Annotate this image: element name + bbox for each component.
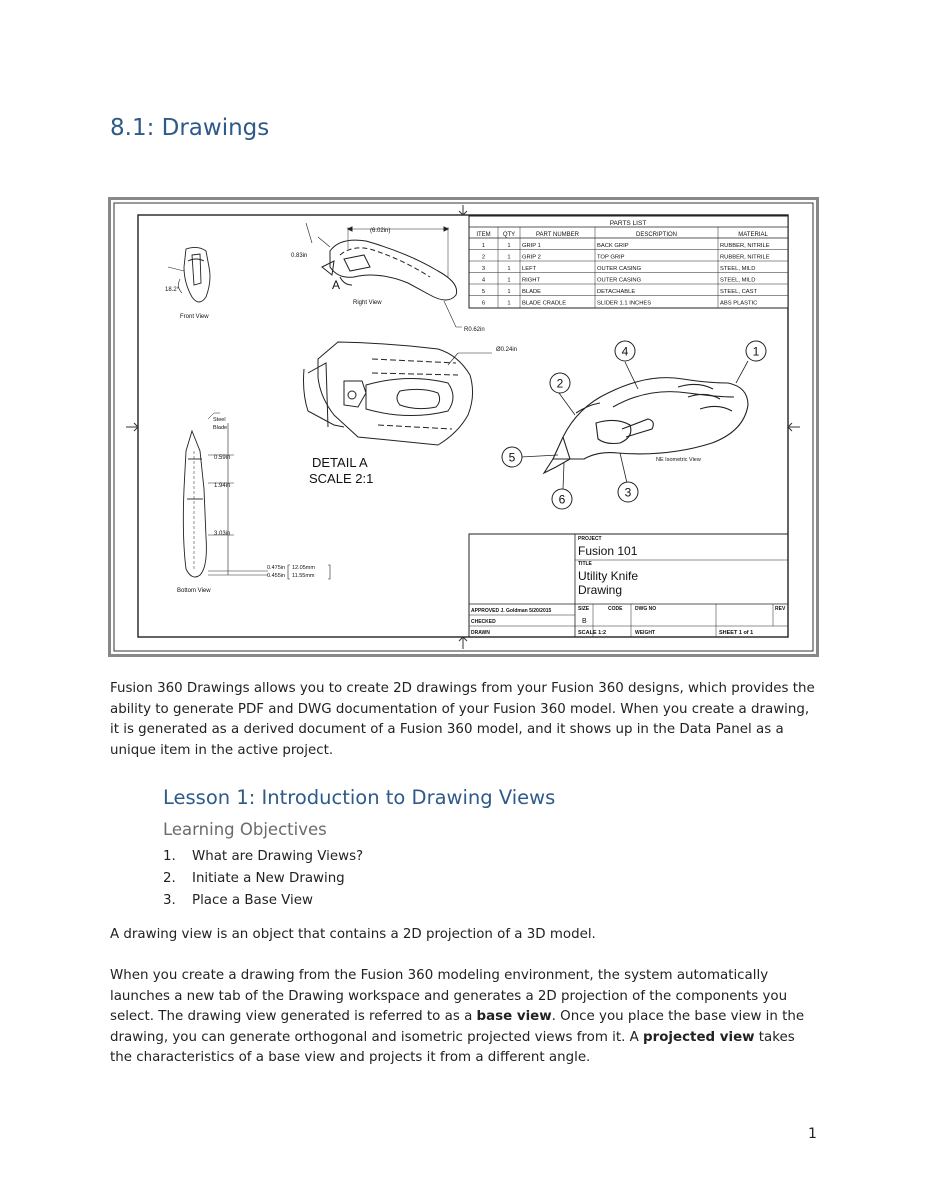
parts-list-cell: 1 [481, 243, 486, 249]
balloon-number: 5 [508, 450, 516, 465]
drawing-view-paragraph: A drawing view is an object that contains a 2D projection of a 3D model. [110, 927, 596, 942]
objectives-title: Learning Objectives [163, 820, 327, 839]
rev-label: REV [775, 606, 786, 612]
page-number: 1 [808, 1126, 817, 1142]
angle-dimension: 18.2° [165, 287, 180, 293]
lesson-title: Lesson 1: Introduction to Drawing Views [163, 786, 556, 809]
section-a-label: A [332, 278, 341, 292]
parts-list-cell: RIGHT [522, 277, 541, 284]
objective-item: 1. What are Drawing Views? [163, 849, 364, 864]
width-dim-1: 0.475in [267, 565, 286, 571]
parts-list-cell: 1 [507, 289, 511, 295]
parts-list-cell: GRIP 1 [522, 243, 541, 249]
parts-list-cell: BLADE CRADLE [522, 300, 567, 307]
parts-list-cell: STEEL, MILD [720, 266, 756, 272]
objective-item: 3. Place a Base View [163, 893, 313, 908]
parts-list-cell: 1 [507, 277, 511, 284]
parts-list-cell: ABS PLASTIC [720, 300, 758, 307]
parts-list-header: MATERIAL [738, 232, 768, 238]
code-label: CODE [608, 606, 623, 612]
objective-item: 2. Initiate a New Drawing [163, 871, 345, 886]
dimension-3: 3.03in [214, 531, 231, 537]
width-dim-2-mm: 11.55mm [292, 573, 315, 579]
drawn-field: DRAWN [471, 630, 490, 636]
diameter-dimension: Ø0.24in [496, 347, 518, 353]
parts-list-cell: 1 [507, 254, 511, 261]
steel-label-1: Steel [213, 417, 226, 423]
width-dim-1-mm: 12.05mm [292, 565, 315, 571]
project-name: Fusion 101 [578, 544, 638, 558]
bottom-view-label: Bottom View [177, 588, 211, 594]
parts-list-header: DESCRIPTION [635, 232, 678, 238]
projected-view-term: projected view [643, 1029, 755, 1045]
dimension-1: 0.59in [214, 455, 231, 461]
size-value: B [582, 618, 587, 625]
checked-field: CHECKED [471, 619, 496, 625]
parts-list-cell: OUTER CASING [597, 266, 642, 272]
parts-list-cell: 6 [481, 300, 486, 307]
project-label: PROJECT [578, 536, 602, 542]
right-view-label: Right View [353, 300, 382, 306]
dwg-no-label: DWG NO [635, 606, 657, 612]
size-label: SIZE [578, 606, 590, 612]
parts-list-table [469, 216, 788, 308]
parts-list-cell: BLADE [522, 289, 542, 295]
parts-list-cell: GRIP 2 [522, 254, 541, 261]
parts-list-header: PART NUMBER [535, 232, 580, 238]
balloon-number: 4 [621, 344, 629, 359]
detail-scale: SCALE 2:1 [309, 471, 374, 486]
front-view-label: Front View [180, 314, 209, 320]
parts-list-cell: BACK GRIP [597, 243, 629, 249]
parts-list-cell: DETACHABLE [597, 289, 636, 295]
parts-list-cell: 3 [481, 266, 486, 272]
parts-list-title: PARTS LIST [609, 220, 647, 227]
steel-label-2: Blade [213, 425, 228, 431]
title-label: TITLE [578, 561, 592, 567]
isometric-view-label: NE Isometric View [656, 457, 701, 463]
engineering-drawing [108, 197, 819, 657]
parts-list-cell: 1 [507, 243, 511, 249]
drawing-title-2: Drawing [578, 583, 623, 597]
parts-list-cell: 1 [507, 300, 511, 307]
parts-list-cell: 2 [481, 254, 486, 261]
dimension-2: 1.94in [214, 483, 231, 489]
length-dimension: (6.02in) [370, 228, 391, 234]
parts-list-cell: 1 [507, 266, 511, 272]
approved-field: APPROVED J. Goldman 5/20/2015 [471, 608, 552, 614]
parts-list-cell: 5 [481, 289, 486, 295]
page-heading: 8.1: Drawings [110, 115, 270, 141]
parts-list-cell: 4 [481, 277, 486, 284]
parts-list-cell: LEFT [522, 266, 537, 272]
parts-list-cell: OUTER CASING [597, 277, 642, 284]
drawing-figure [108, 197, 819, 657]
base-view-term: base view [476, 1009, 552, 1024]
parts-list-cell: STEEL, MILD [720, 277, 756, 284]
parts-list-cell: STEEL, CAST [720, 289, 758, 295]
base-view-paragraph: When you create a drawing from the Fusion 360 modeling environment, the system automatically launches a new tab of the Drawing workspace and generates a 2D projection of the components you select. The drawing view generated is referred to as a base view. Once you place the base view in the drawing, you can generate orthogonal and isometric projected views from it. A projected view takes the characteristics of a base view and projects it from a different angle. [110, 968, 805, 1065]
balloon-number: 3 [624, 485, 632, 500]
angled-length-dimension: 0.83in [291, 253, 308, 259]
radius-dimension: R0.62in [464, 327, 485, 333]
parts-list-cell: SLIDER 1.1 INCHES [597, 300, 652, 307]
balloon-number: 6 [558, 492, 566, 507]
parts-list-header: QTY [502, 232, 516, 238]
parts-list-cell: TOP GRIP [597, 254, 625, 261]
parts-list-header: ITEM [476, 232, 491, 238]
parts-list-cell: RUBBER, NITRILE [720, 243, 770, 249]
detail-title: DETAIL A [312, 455, 368, 470]
sheet-field: SHEET 1 of 1 [719, 630, 754, 636]
intro-paragraph: Fusion 360 Drawings allows you to create 2D drawings from your Fusion 360 designs, which provides the ability to generate PDF and DWG documentation of your Fusion 360 model. When you create a drawing, it is generated as a derived document of a Fusion 360 model, and it shows up in the Data Panel as a unique item in the active project. [110, 681, 815, 758]
width-dim-2: 0.455in [267, 573, 286, 579]
balloon-number: 2 [556, 376, 564, 391]
weight-field: WEIGHT [635, 630, 655, 636]
objectives-list [163, 846, 363, 912]
parts-list-cell: RUBBER, NITRILE [720, 254, 770, 261]
scale-field: SCALE 1:2 [578, 630, 607, 636]
drawing-title-1: Utility Knife [578, 569, 639, 583]
balloon-number: 1 [752, 344, 760, 359]
